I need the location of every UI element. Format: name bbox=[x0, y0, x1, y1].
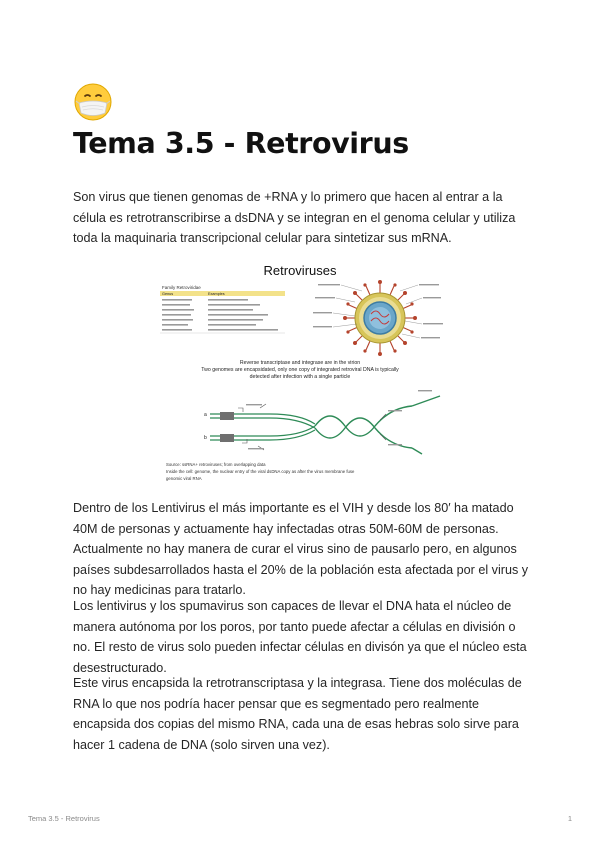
label-b: b bbox=[204, 435, 207, 441]
label-a: a bbox=[204, 412, 207, 418]
mask-face-emoji-icon bbox=[73, 82, 113, 122]
figure-caption-3: detected after infection with a single particle bbox=[249, 374, 351, 380]
figure-note-2: Inside the cell: genome, the nuclear entry of the viral dsDNA copy as after the virus membrane fuse bbox=[166, 469, 355, 474]
footer-page-number: 1 bbox=[567, 814, 572, 823]
virion-diagram bbox=[313, 280, 443, 356]
body-paragraph-3: Este virus encapsida la retrotranscriptasa y la integrasa. Tiene dos moléculas de RNA lo que nos podría hacer pensar que es segmentado pero realmente encapsida dos copias del mismo RNA, cada una de esas hebras solo sirve para hacer 1 cadena de DNA (solo sirven una vez). bbox=[73, 676, 522, 752]
figure-title: Retroviruses bbox=[263, 263, 337, 278]
page-title: Tema 3.5 - Retrovirus bbox=[73, 127, 409, 160]
figure-note-3: genomic viral RNA bbox=[166, 476, 202, 481]
figure-note-1: Source: ssRNA+ retroviruses; from overlapping data bbox=[166, 462, 266, 467]
genus-table bbox=[160, 285, 285, 333]
table-col-examples: Examples bbox=[208, 292, 225, 296]
figure-caption-1: Reverse transcriptase and integrase are in the virion bbox=[239, 360, 361, 366]
body-paragraph-1: Dentro de los Lentivirus el más importante es el VIH y desde los 80′ ha matado 40M de personas y actuamente hay infectadas otras 50M-60M de personas. Actualmente no hay manera de curar el virus sino de pausarlo pero, en algunos países subdesarrollados hasta el 20% de la población esta afectada por el virus y no hay medicinas para tratarlo. bbox=[73, 501, 529, 597]
footer-title: Tema 3.5 - Retrovirus bbox=[28, 814, 100, 823]
retroviruses-figure bbox=[150, 258, 450, 486]
intro-paragraph: Son virus que tienen genomas de +RNA y lo primero que hacen al entrar a la célula es retrotranscribirse a dsDNA y se integran en el genoma celular y utiliza toda la maquinaria transcripcional celular para sintetizar sus mRNA. bbox=[73, 190, 516, 245]
rna-strands-diagram bbox=[204, 390, 440, 454]
figure-caption-2: Two genomes are encapsidated, only one copy of integrated retroviral DNA is typically bbox=[201, 367, 399, 373]
table-rows bbox=[162, 299, 278, 331]
body-paragraph-2: Los lentivirus y los spumavirus son capaces de llevar el DNA hata el núcleo de manera autónoma por los poros, por tanto puede afectar a células en división o no. El resto de virus solo pueden infectar células en divisón ya que el núcleo esta desestructurado. bbox=[73, 599, 527, 675]
table-col-genus: Genus bbox=[162, 292, 174, 296]
table-caption: Family Retroviridae bbox=[162, 285, 201, 290]
